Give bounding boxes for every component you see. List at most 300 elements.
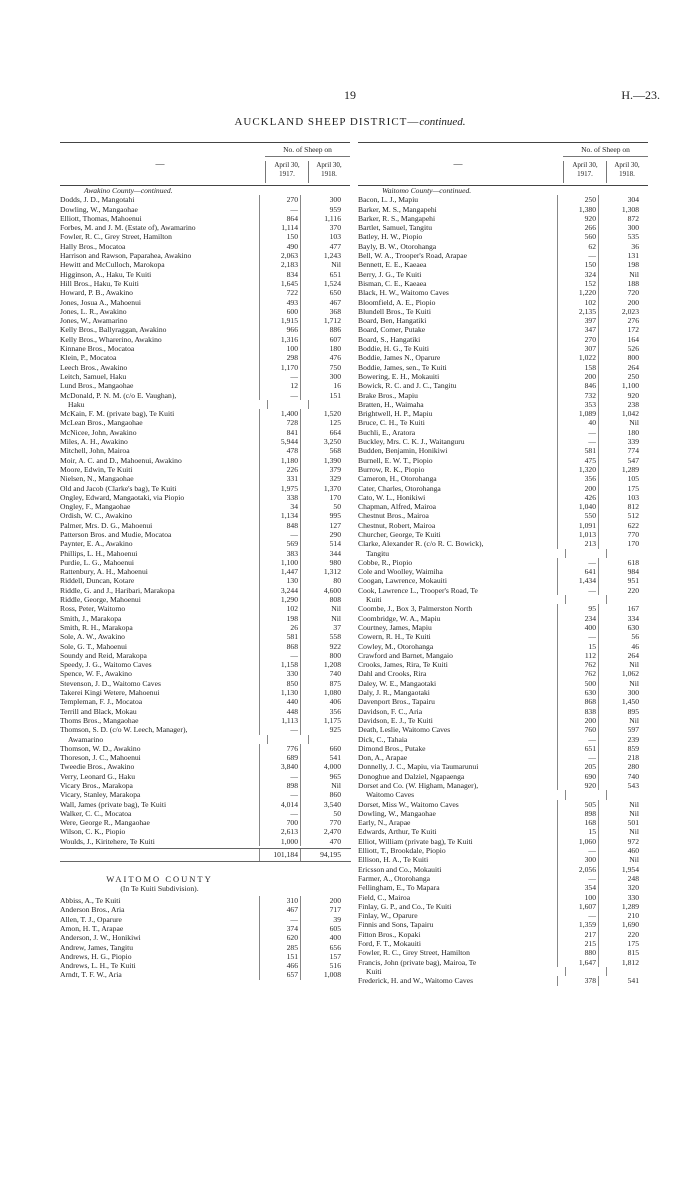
row-1917: 4,014 [259, 800, 301, 809]
row-name: Bratten, H., Waimaha [358, 399, 424, 409]
row-name: Chapman, Alfred, Mairoa [358, 502, 437, 512]
row-1918: 812 [627, 502, 639, 512]
row-1917: 700 [259, 818, 301, 827]
row-1918: 1,042 [621, 409, 639, 419]
row-1917: 397 [557, 316, 599, 325]
table-row [358, 948, 649, 957]
row-name: Dorset and Co. (W. Higham, Manager), [358, 781, 479, 790]
row-name: Spence, W. F., Awakino [60, 669, 132, 679]
total-row [60, 848, 351, 862]
row-1918: Nil [331, 260, 341, 270]
row-1917: 100 [557, 893, 599, 902]
table-row [60, 725, 351, 734]
row-name: Miles, A. H., Awakino [60, 437, 128, 447]
row-1917 [267, 735, 309, 744]
row-1918: 895 [627, 706, 639, 716]
row-1918: 125 [329, 418, 341, 428]
row-1918: 1,008 [323, 970, 341, 980]
table-row [60, 363, 351, 372]
row-name: Nielsen, N., Mangaohae [60, 474, 134, 484]
row-1917: — [557, 632, 599, 641]
row-1918: 157 [329, 951, 341, 961]
row-1917: 130 [259, 576, 301, 585]
row-name: Board, Ben, Hangatiki [358, 316, 427, 326]
table-row [60, 400, 351, 409]
row-1918 [309, 400, 351, 409]
row-name: Klein, P., Mocatoa [60, 353, 117, 363]
table-row [60, 800, 351, 809]
row-name: Burnell, E. W. T., Piopio [358, 455, 433, 465]
row-1917: 1,316 [259, 335, 301, 344]
row-1918: 512 [627, 511, 639, 521]
row-1917: 356 [557, 474, 599, 483]
row-name: Don, A., Arapae [358, 753, 408, 763]
table-row [358, 549, 649, 558]
row-1918: 188 [627, 278, 639, 288]
row-1917: — [557, 911, 599, 920]
row-1917: — [557, 428, 599, 437]
row-name: Crawford and Barnet, Mangaio [358, 650, 453, 660]
row-1917: 168 [557, 818, 599, 827]
row-1917: — [557, 558, 599, 567]
row-1918: 808 [329, 595, 341, 605]
row-name: Cowley, M., Otorohanga [358, 641, 434, 651]
row-name: Barker, R. S., Mangapehi [358, 213, 436, 223]
row-1917: 1,290 [259, 595, 301, 604]
row-1918: 995 [329, 511, 341, 521]
table-row [358, 307, 649, 316]
table-row [358, 967, 649, 976]
row-name: Thomson, S. D. (c/o W. Leech, Manager), [60, 725, 188, 735]
row-name: Coogan, Lawrence, Mokauiti [358, 576, 447, 586]
row-name: Ross, Peter, Waitomo [60, 604, 126, 614]
header-sheep-on: No. of Sheep on [265, 145, 350, 157]
row-1918: 543 [627, 781, 639, 790]
row-1918: 329 [329, 474, 341, 484]
table-row [60, 651, 351, 660]
row-1918: 650 [329, 288, 341, 298]
row-1917: 1,915 [259, 316, 301, 325]
row-1918: 56 [631, 632, 639, 642]
row-name: Jones, Josua A., Mahoenui [60, 297, 141, 307]
table-row [358, 511, 649, 520]
row-name: Farmer, A., Otorohanga [358, 873, 431, 883]
title-main: AUCKLAND SHEEP DISTRICT— [234, 116, 420, 128]
row-1918: 103 [329, 232, 341, 242]
table-row [60, 558, 351, 567]
row-1918: 50 [333, 502, 341, 512]
row-name: Finlay, G. P., and Co., Te Kuiti [358, 901, 452, 911]
table-row [60, 669, 351, 678]
row-name: Vicary, Stanley, Marakopa [60, 790, 141, 800]
row-name: Kelly Bros., Wharerino, Awakino [60, 334, 162, 344]
row-name: Elliott, T., Brookdale, Piopio [358, 846, 446, 856]
row-name: Jones, W., Awamarino [60, 316, 128, 326]
row-1918: 886 [329, 325, 341, 335]
row-name: Cole and Woolley, Waimiha [358, 567, 443, 577]
row-1918: 467 [329, 297, 341, 307]
row-name: Bacon, L. J., Mapiu [358, 195, 419, 205]
row-1918: 568 [329, 446, 341, 456]
table-row [60, 762, 351, 771]
row-1917: 331 [259, 474, 301, 483]
row-1918: 300 [329, 371, 341, 381]
table-row [60, 781, 351, 790]
row-1918: 1,308 [621, 204, 639, 214]
table-row [358, 809, 649, 818]
table-row [358, 474, 649, 483]
row-1917: 2,135 [557, 307, 599, 316]
row-1918: 238 [627, 399, 639, 409]
row-1917: 324 [557, 270, 599, 279]
row-1917: 198 [259, 614, 301, 623]
row-name: Dick, C., Tahaia [358, 734, 408, 744]
row-1917: 300 [557, 855, 599, 864]
row-1918: 300 [627, 223, 639, 233]
row-name: Thoms Bros., Mangaohae [60, 715, 139, 725]
row-1917: 298 [259, 353, 301, 362]
row-1917: 850 [259, 679, 301, 688]
row-1918: 1,524 [323, 278, 341, 288]
table-row [358, 353, 649, 362]
row-name: Anderson, J. W., Honikiwi [60, 933, 141, 943]
total-1918: 94,195 [320, 850, 341, 860]
row-1917: 40 [557, 418, 599, 427]
header-dash: — [453, 159, 463, 169]
row-name: Death, Leslie, Waitomo Caves [358, 725, 451, 735]
table-row [358, 716, 649, 725]
row-1918: 170 [329, 492, 341, 502]
row-name: Barker, M. S., Mangapehi [358, 204, 437, 214]
right-table-body [358, 195, 649, 985]
table-row [358, 465, 649, 474]
row-name: Board, S., Hangatiki [358, 334, 421, 344]
row-1918: 656 [329, 942, 341, 952]
row-name: Berry, J. G., Te Kuiti [358, 269, 422, 279]
row-name: Rattenbury, A. H., Mahoenui [60, 567, 148, 577]
table-row [60, 232, 351, 241]
row-name: Walker, C. C., Mocatoa [60, 808, 132, 818]
table-row [358, 827, 649, 836]
row-1917: 600 [259, 307, 301, 316]
row-1918: Nil [629, 855, 639, 865]
row-name: Abbiss, A., Te Kuiti [60, 896, 121, 906]
table-row [60, 418, 351, 427]
row-1917: 630 [557, 688, 599, 697]
table-row [60, 391, 351, 400]
row-1918: 541 [329, 753, 341, 763]
table-row [358, 781, 649, 790]
row-name: Hewitt and McCulloch, Marokopa [60, 260, 165, 270]
row-name: Palmer, Mrs. D. G., Mahoenui [60, 520, 153, 530]
table-row [358, 484, 649, 493]
header-1917: April 30, 1917. [563, 161, 607, 183]
row-name: Smith, J., Marakopa [60, 613, 122, 623]
row-1917: 1,400 [259, 409, 301, 418]
row-name: Andrews, H. G., Piopio [60, 951, 132, 961]
row-1918: 605 [329, 923, 341, 933]
row-1917: — [259, 651, 301, 660]
table-row [60, 409, 351, 418]
table-row [60, 924, 351, 933]
row-1917: 898 [557, 809, 599, 818]
row-1917: 1,447 [259, 567, 301, 576]
row-1917: 690 [557, 772, 599, 781]
table-row [358, 976, 649, 985]
row-1918: 774 [627, 446, 639, 456]
row-1917: — [259, 790, 301, 799]
row-1918: 250 [627, 371, 639, 381]
row-1917: 848 [259, 521, 301, 530]
table-row [60, 474, 351, 483]
row-1917: — [557, 753, 599, 762]
row-name: Dimond Bros., Putake [358, 743, 426, 753]
table-row [358, 391, 649, 400]
row-1917: — [259, 391, 301, 400]
row-1917: 200 [557, 716, 599, 725]
table-row [358, 232, 649, 241]
row-1918: 304 [627, 195, 639, 205]
row-1918: 320 [627, 883, 639, 893]
table-row [60, 307, 351, 316]
row-1917 [565, 595, 607, 604]
row-name: Bisman, C. E., Kaeaea [358, 278, 427, 288]
row-1917: — [259, 372, 301, 381]
table-row [358, 958, 649, 967]
table-row [358, 288, 649, 297]
row-name: Kelly Bros., Ballyraggan, Awakino [60, 325, 167, 335]
row-1918: 3,540 [323, 799, 341, 809]
row-1918: 4,000 [323, 762, 341, 772]
row-name: Ongley, Edward, Mangaotaki, via Piopio [60, 492, 185, 502]
table-row [358, 576, 649, 585]
table-row [358, 586, 649, 595]
table-row [358, 428, 649, 437]
row-1918: 39 [333, 914, 341, 924]
row-name: Black, H. W., Waitomo Caves [358, 288, 449, 298]
row-name: Donoghue and Dalziel, Ngapaenga [358, 771, 465, 781]
table-row [60, 632, 351, 641]
row-name: Clarke, Alexander R. (c/o R. C. Bowick), [358, 539, 484, 549]
row-1917: 200 [557, 484, 599, 493]
row-name: Davidson, F. C., Aria [358, 706, 423, 716]
row-1918: 717 [329, 905, 341, 915]
row-1917: 500 [557, 679, 599, 688]
county-subheading: (In Te Kuiti Subdivision). [120, 884, 199, 894]
row-1918: Nil [629, 808, 639, 818]
row-1917: — [557, 735, 599, 744]
table-row [60, 790, 351, 799]
row-name: Board, Comer, Putake [358, 325, 426, 335]
row-name: Speedy, J. G., Waitomo Caves [60, 660, 152, 670]
row-1917: 475 [557, 456, 599, 465]
row-name: Ericsson and Co., Mokauiti [358, 864, 442, 874]
table-row [358, 651, 649, 660]
row-name: Leech Bros., Awakino [60, 362, 128, 372]
row-1918: 622 [627, 520, 639, 530]
title-continued: continued. [419, 116, 466, 128]
row-1918: 50 [333, 808, 341, 818]
row-1918: 501 [627, 818, 639, 828]
table-row [60, 511, 351, 520]
table-row [358, 316, 649, 325]
table-row [60, 716, 351, 725]
row-1917: 1,158 [259, 660, 301, 669]
row-name: Harrison and Rawson, Paparahea, Awakino [60, 251, 192, 261]
row-name: Bartlet, Samuel, Tangitu [358, 223, 432, 233]
table-row [60, 437, 351, 446]
row-name: Daly, J. R., Mangaotaki [358, 688, 430, 698]
row-1918: 558 [329, 632, 341, 642]
left-table-body [60, 195, 351, 846]
row-1917: — [557, 251, 599, 260]
table-row [60, 707, 351, 716]
table-row [358, 632, 649, 641]
row-1918: 535 [627, 232, 639, 242]
table-row [358, 456, 649, 465]
table-row [358, 409, 649, 418]
row-1918: 1,520 [323, 409, 341, 419]
row-name: Cowern, R. H., Te Kuiti [358, 632, 431, 642]
row-1917: — [557, 874, 599, 883]
row-1918: 127 [329, 520, 341, 530]
row-name: Hill Bros., Haku, Te Kuiti [60, 278, 139, 288]
row-1918: 16 [333, 381, 341, 391]
table-row [60, 943, 351, 952]
table-row [60, 428, 351, 437]
row-1918: 516 [329, 961, 341, 971]
row-name: Edwards, Arthur, Te Kuiti [358, 827, 437, 837]
table-row [358, 762, 649, 771]
row-1918: 290 [329, 529, 341, 539]
table-row [358, 790, 649, 799]
row-1917: 15 [557, 642, 599, 651]
row-1918: 379 [329, 464, 341, 474]
row-1917: 1,114 [259, 223, 301, 232]
row-1917: 226 [259, 465, 301, 474]
row-1917: 920 [557, 214, 599, 223]
row-1917: 2,183 [259, 260, 301, 269]
row-1918: 1,289 [621, 901, 639, 911]
table-row [60, 595, 351, 604]
row-1917: 34 [259, 502, 301, 511]
row-1917: 1,320 [557, 465, 599, 474]
row-1918: 180 [627, 427, 639, 437]
row-1917: 234 [557, 614, 599, 623]
row-name: Chestnut Bros., Mairoa [358, 511, 429, 521]
row-name: Purdie, L. G., Mahoenui [60, 557, 135, 567]
left-column [60, 142, 351, 980]
row-1917: 1,134 [259, 511, 301, 520]
row-1917: 505 [557, 800, 599, 809]
row-1917: 400 [557, 623, 599, 632]
row-1917: 581 [557, 446, 599, 455]
row-1917: 864 [259, 214, 301, 223]
row-1918: 1,390 [323, 455, 341, 465]
row-1918 [607, 549, 649, 558]
table-row [60, 521, 351, 530]
row-1917: — [259, 530, 301, 539]
row-1917: 383 [259, 549, 301, 558]
table-row [358, 298, 649, 307]
row-name: Daley, W. E., Mangaotaki [358, 678, 437, 688]
row-1918: Nil [629, 660, 639, 670]
row-1918 [607, 595, 649, 604]
row-1917: 560 [557, 232, 599, 241]
row-name: Davenport Bros., Tapairu [358, 697, 435, 707]
row-1917: 1,645 [259, 279, 301, 288]
row-1918: 1,812 [621, 957, 639, 967]
row-name: Field, C., Mairoa [358, 892, 411, 902]
row-1918: 276 [627, 316, 639, 326]
row-name: Mitchell, John, Mairoa [60, 446, 130, 456]
row-name: Patterson Bros. and Mudie, Mocatoa [60, 529, 172, 539]
row-1918: 514 [329, 539, 341, 549]
row-name: Kuiti [366, 966, 382, 976]
row-1917: 2,056 [557, 865, 599, 874]
header-1917: April 30, 1917. [265, 161, 309, 183]
row-1917: 620 [259, 933, 301, 942]
table-row [358, 325, 649, 334]
row-name: Cook, Lawrence L., Trooper's Road, Te [358, 585, 478, 595]
row-name: Phillips, L. H., Mahoenui [60, 548, 138, 558]
row-name: Haku [68, 399, 85, 409]
row-name: Boddie, James, sen., Te Kuiti [358, 362, 447, 372]
row-1917: — [557, 437, 599, 446]
row-1917: 26 [259, 623, 301, 632]
row-1918: 131 [627, 251, 639, 261]
table-row [60, 344, 351, 353]
row-name: Ordish, W. C., Awakino [60, 511, 133, 521]
table-row [358, 939, 649, 948]
table-row [358, 911, 649, 920]
row-1917: 1,022 [557, 353, 599, 362]
row-1917: 1,170 [259, 363, 301, 372]
row-1917: 841 [259, 428, 301, 437]
row-1918: 664 [329, 427, 341, 437]
left-table-header [60, 142, 350, 186]
row-name: Old and Jacob (Clarke's bag), Te Kuiti [60, 483, 177, 493]
row-name: Dodds, J. D., Mangotahi [60, 195, 135, 205]
row-1917: 1,975 [259, 484, 301, 493]
document-code: H.—23. [621, 88, 660, 102]
row-1917: 1,130 [259, 688, 301, 697]
row-1918: Nil [629, 799, 639, 809]
table-row [60, 484, 351, 493]
table-row [358, 400, 649, 409]
row-1918: Nil [629, 678, 639, 688]
row-1917: 1,434 [557, 576, 599, 585]
row-1918: 660 [329, 743, 341, 753]
row-1917: 378 [557, 976, 599, 985]
row-1918: 720 [627, 288, 639, 298]
row-1918: 164 [627, 334, 639, 344]
row-1918: 300 [627, 688, 639, 698]
row-name: Chestnut, Robert, Mairoa [358, 520, 436, 530]
table-row [60, 905, 351, 914]
row-1917: — [259, 725, 301, 734]
table-row [358, 521, 649, 530]
table-row [358, 363, 649, 372]
row-1917: 152 [557, 279, 599, 288]
row-1917: 550 [557, 511, 599, 520]
row-1918: 105 [627, 474, 639, 484]
row-1918: 239 [627, 734, 639, 744]
table-row [60, 952, 351, 961]
row-1917: 3,840 [259, 762, 301, 771]
table-row [358, 669, 649, 678]
table-row [358, 893, 649, 902]
